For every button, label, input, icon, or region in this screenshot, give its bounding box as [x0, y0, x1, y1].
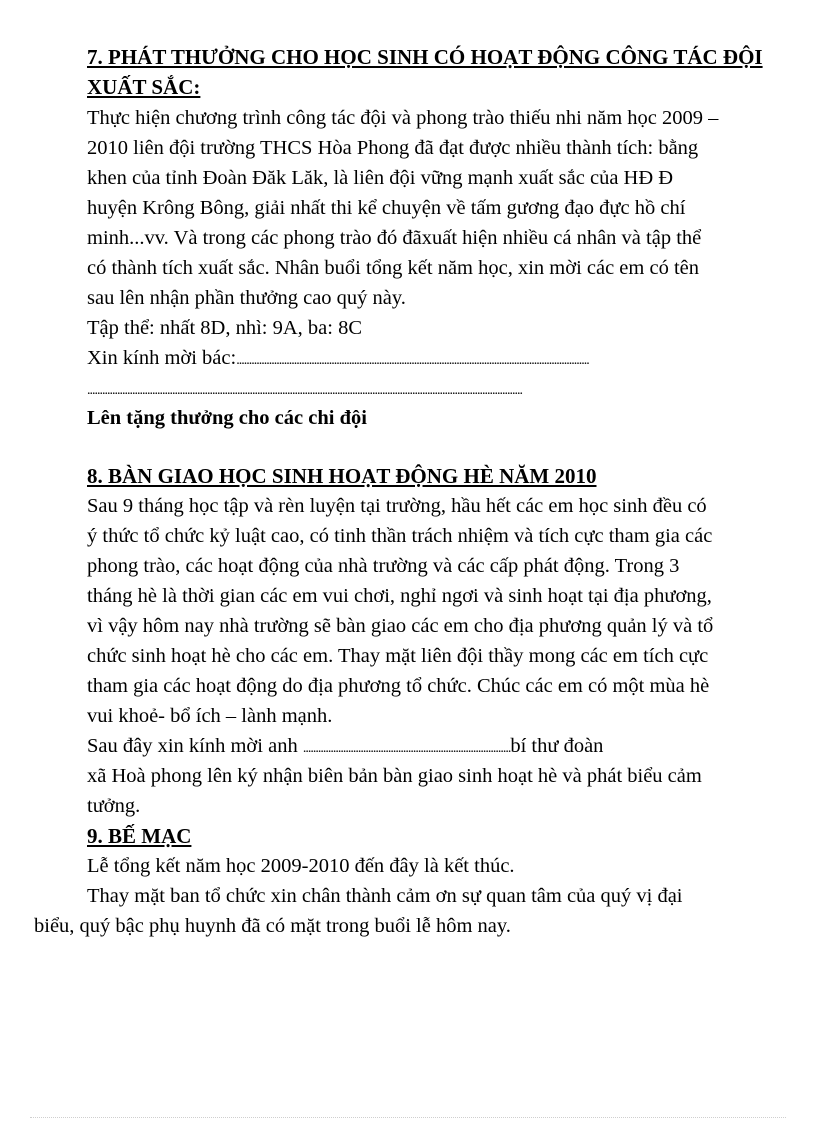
invite-line: [87, 343, 589, 376]
section-8-paragraph-line: chức sinh hoạt hè cho các em. Thay mặt liên đội thầy mong các em tích cực: [87, 645, 709, 667]
section-8-paragraph-line: ý thức tổ chức kỷ luật cao, có tinh thần trách nhiệm và tích cực tham gia các: [87, 525, 713, 547]
section-8-heading: 8. BÀN GIAO HỌC SINH HOẠT ĐỘNG HÈ NĂM 2010: [87, 464, 597, 488]
section-7-paragraph-line: minh...vv. Và trong các phong trào đó đãxuất hiện nhiều cá nhân và tập thể: [87, 227, 702, 249]
section-7-paragraph-line: Thực hiện chương trình công tác đội và phong trào thiếu nhi năm học 2009 –: [87, 107, 719, 129]
blank-dots-line: [87, 373, 732, 406]
section-7-paragraph-line: 2010 liên đội trường THCS Hòa Phong đã đạt được nhiều thành tích: bằng: [87, 137, 699, 159]
section-8-paragraph-line: vì vậy hôm nay nhà trường sẽ bàn giao các em cho địa phương quản lý và tổ: [87, 615, 714, 637]
section-8-invite-end: bí thư đoàn: [510, 735, 604, 757]
blank-dots: ..............................................................................................................................................................................: [87, 383, 522, 398]
section-8-paragraph-line: vui khoẻ- bổ ích – lành mạnh.: [87, 705, 333, 727]
section-7-closing: Lên tặng thưởng cho các chi đội: [87, 407, 367, 429]
section-8-invite-start: Sau đây xin kính mời anh: [87, 735, 303, 757]
section-8-paragraph-line: tham gia các hoạt động do địa phương tổ chức. Chúc các em có một mùa hè: [87, 675, 710, 697]
section-9-line-2: Thay mặt ban tổ chức xin chân thành cảm ơn sự quan tâm của quý vị đại: [87, 885, 683, 907]
section-8-paragraph-line: tưởng.: [87, 795, 141, 817]
invite-label: Xin kính mời bác:: [87, 347, 237, 369]
section-7-heading-cont: XUẤT SẮC:: [87, 75, 201, 99]
section-9-line-3: biểu, quý bậc phụ huynh đã có mặt trong buổi lễ hôm nay.: [34, 915, 511, 937]
section-8-invite-dots: ...................................................................................: [302, 741, 511, 756]
section-8-paragraph-line: Sau 9 tháng học tập và rèn luyện tại trường, hầu hết các em học sinh đều có: [87, 495, 707, 517]
section-7-paragraph-line: có thành tích xuất sắc. Nhân buổi tổng kết năm học, xin mời các em có tên: [87, 257, 699, 279]
section-8-paragraph-line: xã Hoà phong lên ký nhận biên bản bàn giao sinh hoạt hè và phát biểu cảm: [87, 765, 702, 787]
page-bottom-divider: [30, 1117, 786, 1118]
section-7-paragraph-line: sau lên nhận phần thưởng cao quý này.: [87, 287, 406, 309]
section-8-paragraph-line: tháng hè là thời gian các em vui chơi, nghỉ ngơi và sinh hoạt tại địa phương,: [87, 585, 712, 607]
invite-blank-dots: .............................................................................................................................................: [236, 353, 589, 368]
section-9-line-1: Lễ tổng kết năm học 2009-2010 đến đây là kết thúc.: [87, 855, 515, 877]
section-7-heading: 7. PHÁT THƯỞNG CHO HỌC SINH CÓ HOẠT ĐỘNG CÔNG TÁC ĐỘI: [87, 45, 763, 69]
section-7-paragraph-line: khen của tỉnh Đoàn Đăk Lăk, là liên đội vững mạnh xuất sắc của HĐ Đ: [87, 167, 674, 189]
section-8-invite-line: [87, 731, 603, 764]
section-9-heading: 9. BẾ MẠC: [87, 824, 192, 848]
section-8-paragraph-line: phong trào, các hoạt động của nhà trường và các cấp phát động. Trong 3: [87, 555, 680, 577]
section-7-paragraph-line: huyện Krông Bông, giải nhất thi kể chuyện về tấm gương đạo đực hồ chí: [87, 197, 686, 219]
collectives-awards: Tập thể: nhất 8D, nhì: 9A, ba: 8C: [87, 317, 362, 339]
